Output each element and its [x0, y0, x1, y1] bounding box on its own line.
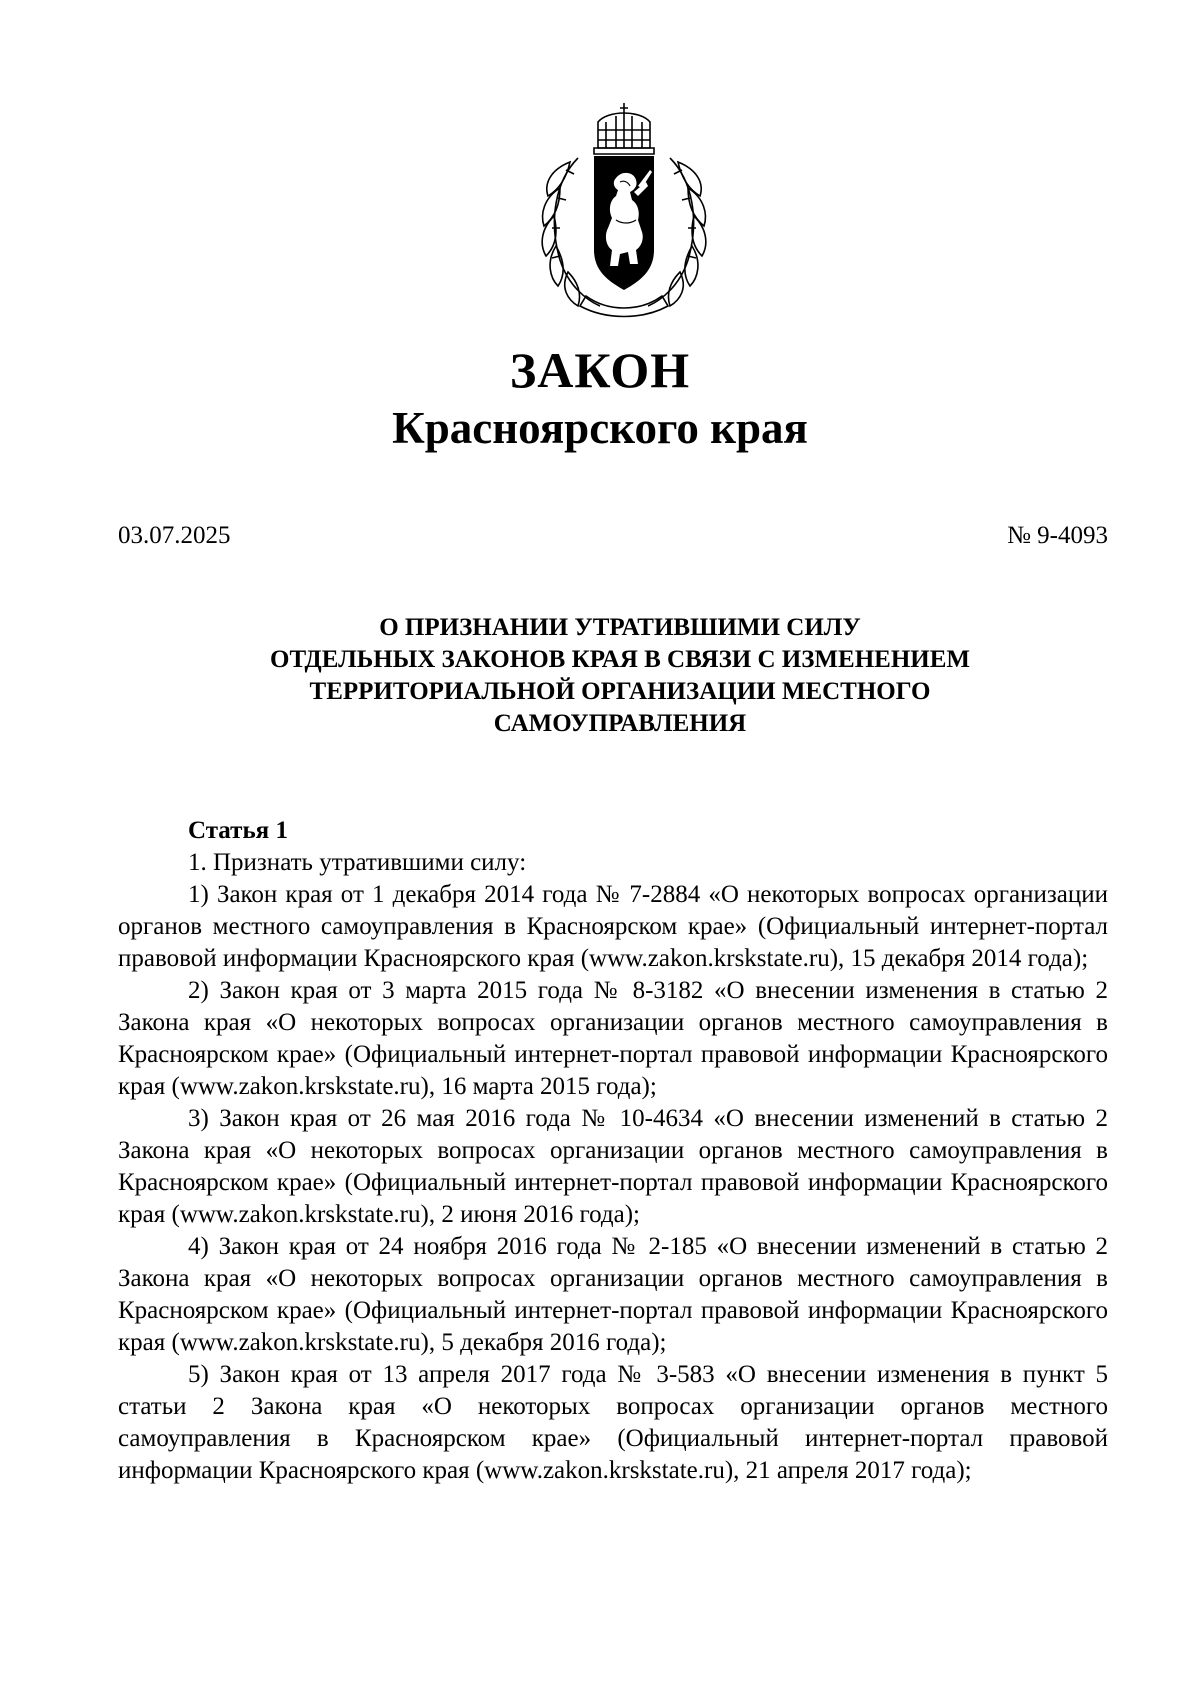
law-title-line: О ПРИЗНАНИИ УТРАТИВШИМИ СИЛУ	[379, 614, 861, 641]
list-item: 5) Закон края от 13 апреля 2017 года № 3-583 «О внесении изменения в пункт 5 статьи 2 Закона края «О некоторых вопросах организации органов местного самоуправления в Красноярском крае» (Официальный интернет-портал правовой информации Красноярского края (www.zakon.krskstate.ru), 21 апреля 2017 года);	[118, 1361, 1108, 1484]
document-type: ЗАКОН	[509, 342, 691, 398]
list-item: 3) Закон края от 26 мая 2016 года № 10-4634 «О внесении изменений в статью 2 Закона края «О некоторых вопросах организации органов местного самоуправления в Красноярском крае» (Официальный интернет-портал правовой информации Красноярского края (www.zakon.krskstate.ru), 2 июня 2016 года);	[118, 1105, 1108, 1228]
law-title-line: ТЕРРИТОРИАЛЬНОЙ ОРГАНИЗАЦИИ МЕСТНОГО	[309, 678, 931, 705]
list-item: 2) Закон края от 3 марта 2015 года № 8-3182 «О внесении изменения в статью 2 Закона края «О некоторых вопросах организации органов местного самоуправления в Красноярском крае» (Официальный интернет-портал правовой информации Красноярского края (www.zakon.krskstate.ru), 16 марта 2015 года);	[118, 977, 1108, 1100]
document-body	[118, 815, 1108, 1487]
article-point: 1. Признать утратившими силу:	[188, 849, 527, 876]
document-number: № 9-4093	[1007, 522, 1108, 549]
law-title-line: САМОУПРАВЛЕНИЯ	[493, 710, 747, 737]
coat-of-arms-icon	[538, 100, 710, 318]
law-title-line: ОТДЕЛЬНЫХ ЗАКОНОВ КРАЯ В СВЯЗИ С ИЗМЕНЕНИЕМ	[270, 646, 970, 673]
list-item: 1) Закон края от 1 декабря 2014 года № 7-2884 «О некоторых вопросах организации органов местного самоуправления в Красноярском крае» (Официальный интернет-портал правовой информации Красноярского края (www.zakon.krskstate.ru), 15 декабря 2014 года);	[118, 881, 1108, 972]
law-title	[180, 612, 1060, 740]
list-item: 4) Закон края от 24 ноября 2016 года № 2-185 «О внесении изменений в статью 2 Закона края «О некоторых вопросах организации органов местного самоуправления в Красноярском крае» (Официальный интернет-портал правовой информации Красноярского края (www.zakon.krskstate.ru), 5 декабря 2016 года);	[118, 1233, 1108, 1356]
document-date: 03.07.2025	[118, 522, 231, 549]
issuing-region: Красноярского края	[392, 403, 808, 453]
article-heading: Статья 1	[188, 817, 288, 844]
